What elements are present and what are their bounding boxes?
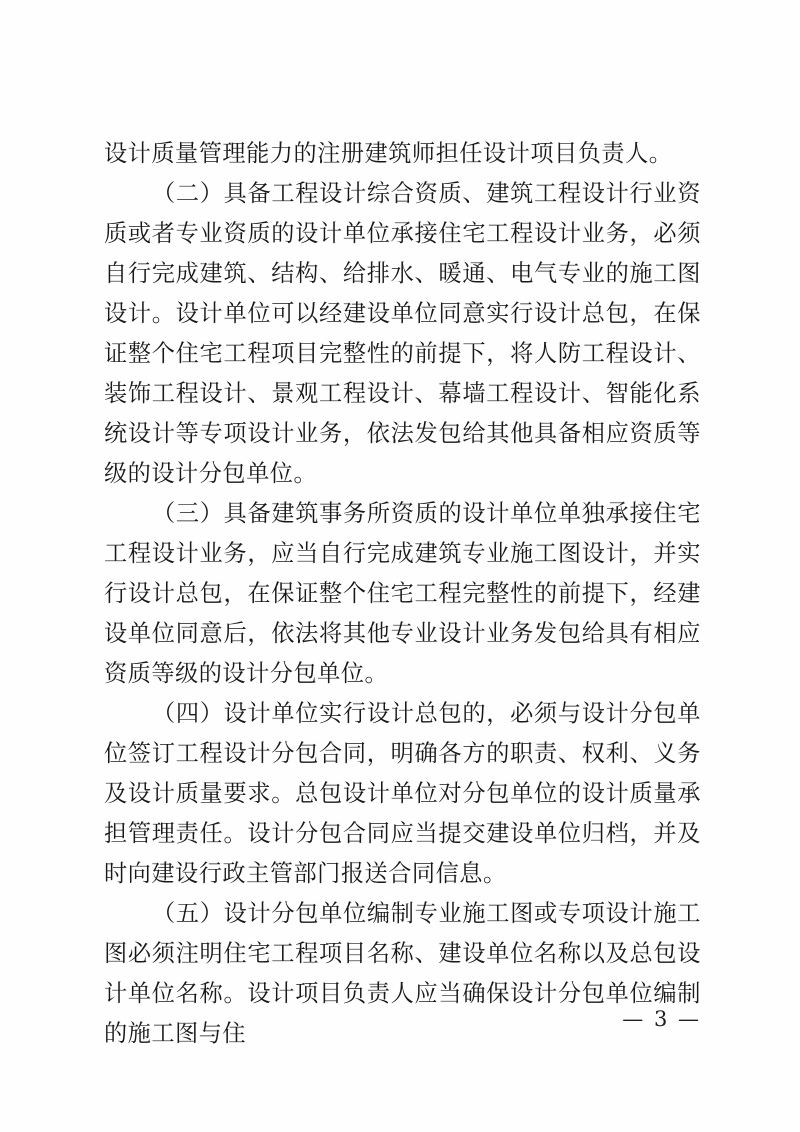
page-number: — 3 — [622, 1007, 701, 1031]
paragraph-item-2: （二）具备工程设计综合资质、建筑工程设计行业资质或者专业资质的设计单位承接住宅工程设计业务，必须自行完成建筑、结构、给排水、暖通、电气专业的施工图设计。设计单位可以经建设单位同意实行设计总包，在保证整个住宅工程项目完整性的前提下，将人防工程设计、装饰工程设计、景观工程设计、幕墙工程设计、智能化系统设计等专项设计业务，依法发包给其他具备相应资质等级的设计分包单位。 [104, 180, 701, 487]
document-text-body [104, 134, 701, 1054]
paragraph-continuation: 设计质量管理能力的注册建筑师担任设计项目负责人。 [104, 140, 673, 167]
paragraph-item-5: （五）设计分包单位编制专业施工图或专项设计施工图必须注明住宅工程项目名称、建设单位名称以及总包设计单位名称。设计项目负责人应当确保设计分包单位编制的施工图与住 [104, 900, 701, 1047]
paragraph-item-3: （三）具备建筑事务所资质的设计单位单独承接住宅工程设计业务，应当自行完成建筑专业施工图设计，并实行设计总包，在保证整个住宅工程完整性的前提下，经建设单位同意后，依法将其他专业设计业务发包给具有相应资质等级的设计分包单位。 [104, 500, 701, 687]
paragraph-item-4: （四）设计单位实行设计总包的，必须与设计分包单位签订工程设计分包合同，明确各方的职责、权利、义务及设计质量要求。总包设计单位对分包单位的设计质量承担管理责任。设计分包合同应当提交建设单位归档，并及时向建设行政主管部门报送合同信息。 [104, 700, 701, 887]
